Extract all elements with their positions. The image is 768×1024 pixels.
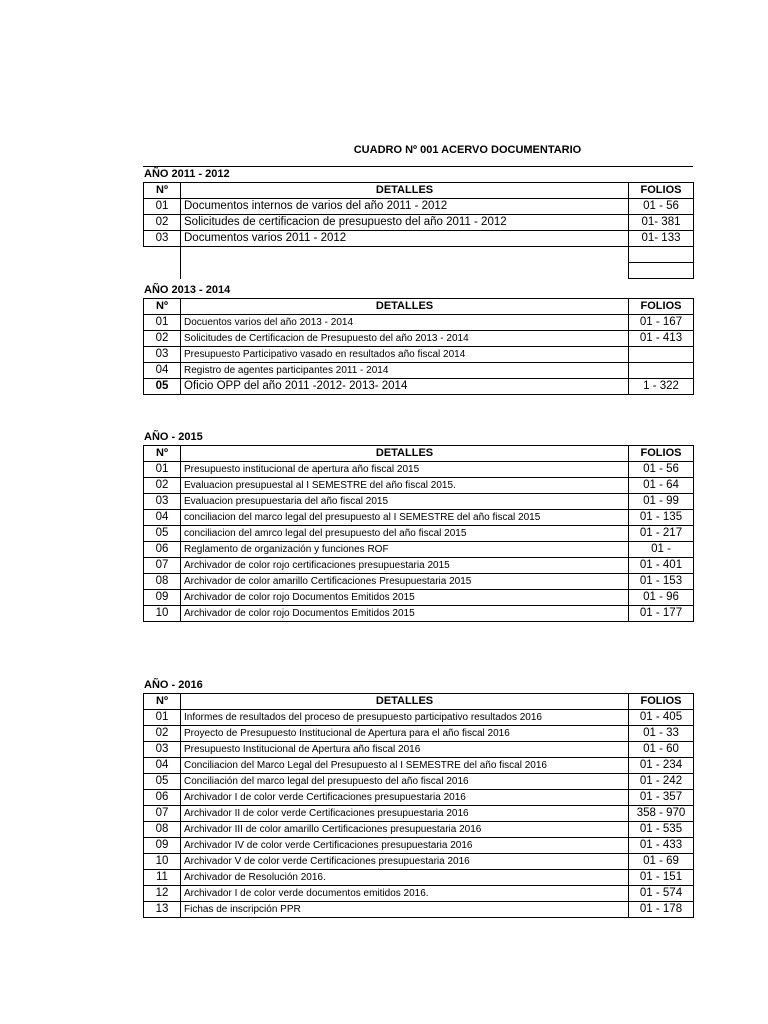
row-folios: 01 - 56 [629,199,694,215]
row-number: 01 [144,315,181,331]
row-details: Reglamento de organización y funciones ROF [181,542,629,558]
header-details: DETALLES [181,446,629,462]
table-row [144,510,694,526]
empty-row [144,247,694,263]
row-details: Documentos varios 2011 - 2012 [181,231,629,247]
row-number: 05 [144,774,181,790]
table-row [144,726,694,742]
table-row [144,606,694,622]
row-details: Archivador de color rojo Documentos Emitidos 2015 [181,606,629,622]
row-details: Archivador de color rojo certificaciones presupuestaria 2015 [181,558,629,574]
table-row [144,822,694,838]
row-folios: 01 - 151 [629,870,694,886]
table-header-row [144,446,694,462]
table-row [144,494,694,510]
row-number: 06 [144,790,181,806]
row-number: 05 [144,379,181,395]
row-details: Solicitudes de certificacion de presupuesto del año 2011 - 2012 [181,215,629,231]
table-row [144,774,694,790]
row-details: Registro de agentes participantes 2011 - 2014 [181,363,629,379]
row-details: Archivador IV de color verde Certificaciones presupuestaria 2016 [181,838,629,854]
table-header-row [144,183,694,199]
row-folios: 01- 381 [629,215,694,231]
row-details: Solicitudes de Certificacion de Presupuesto del año 2013 - 2014 [181,331,629,347]
row-details: Archivador de Resolución 2016. [181,870,629,886]
table-row [144,742,694,758]
row-folios: 01 - 33 [629,726,694,742]
row-number: 02 [144,726,181,742]
row-number: 04 [144,363,181,379]
row-details: Conciliacion del Marco Legal del Presupuesto al I SEMESTRE del año fiscal 2016 [181,758,629,774]
section-2015 [143,430,693,622]
row-folios: 01 - 177 [629,606,694,622]
row-folios: 01 - 178 [629,902,694,918]
row-folios [629,363,694,379]
row-details: Docuentos varios del año 2013 - 2014 [181,315,629,331]
table-row [144,902,694,918]
table-row [144,758,694,774]
table-row [144,478,694,494]
row-details: Presupuesto Participativo vasado en resultados año fiscal 2014 [181,347,629,363]
row-details: Archivador V de color verde Certificaciones presupuestaria 2016 [181,854,629,870]
section-2011-2012 [143,166,693,279]
row-number: 04 [144,758,181,774]
header-num: Nº [144,446,181,462]
header-folios: FOLIOS [629,299,694,315]
header-details: DETALLES [181,694,629,710]
row-number: 01 [144,199,181,215]
table-row [144,710,694,726]
table-row [144,379,694,395]
row-folios: 01 - 56 [629,462,694,478]
row-details: Fichas de inscripción PPR [181,902,629,918]
records-table [143,182,694,279]
row-folios: 01 - 135 [629,510,694,526]
row-details: conciliacion del marco legal del presupuesto al I SEMESTRE del año fiscal 2015 [181,510,629,526]
header-num: Nº [144,694,181,710]
row-number: 03 [144,742,181,758]
row-number: 10 [144,854,181,870]
header-folios: FOLIOS [629,183,694,199]
row-number: 02 [144,215,181,231]
records-table [143,693,694,918]
row-number: 05 [144,526,181,542]
section-label: AÑO - 2016 [144,679,203,691]
empty-row [144,263,694,279]
table-row [144,590,694,606]
header-details: DETALLES [181,183,629,199]
table-row [144,331,694,347]
row-details: Conciliación del marco legal del presupuesto del año fiscal 2016 [181,774,629,790]
row-number: 08 [144,822,181,838]
table-row [144,542,694,558]
table-row [144,558,694,574]
row-details: Presupuesto institucional de apertura año fiscal 2015 [181,462,629,478]
header-folios: FOLIOS [629,446,694,462]
row-details: Archivador de color rojo Documentos Emitidos 2015 [181,590,629,606]
table-row [144,806,694,822]
row-folios: 01 - 96 [629,590,694,606]
header-details: DETALLES [181,299,629,315]
table-row [144,790,694,806]
row-details: Archivador III de color amarillo Certificaciones presupuestaria 2016 [181,822,629,838]
header-folios: FOLIOS [629,694,694,710]
row-folios: 01 - 535 [629,822,694,838]
row-folios: 01 - 64 [629,478,694,494]
row-folios: 01 - 413 [629,331,694,347]
row-folios: 01 - 167 [629,315,694,331]
row-folios: 01 - 433 [629,838,694,854]
row-number: 10 [144,606,181,622]
section-label: AÑO 2013 - 2014 [144,284,231,296]
row-number: 03 [144,231,181,247]
section-label: AÑO 2011 - 2012 [143,166,693,182]
table-header-row [144,694,694,710]
section-label: AÑO - 2015 [144,431,203,443]
row-folios: 01 - 405 [629,710,694,726]
row-folios [629,347,694,363]
row-details: Evaluacion presupuestaria del año fiscal 2015 [181,494,629,510]
row-details: conciliacion del amrco legal del presupuesto del año fiscal 2015 [181,526,629,542]
table-header-row [144,299,694,315]
row-number: 12 [144,886,181,902]
row-folios: 01 - [629,542,694,558]
row-details: Proyecto de Presupuesto Institucional de Apertura para el año fiscal 2016 [181,726,629,742]
row-number: 13 [144,902,181,918]
header-num: Nº [144,299,181,315]
table-row [144,838,694,854]
table-row [144,886,694,902]
table-row [144,347,694,363]
row-folios: 01 - 217 [629,526,694,542]
row-number: 03 [144,347,181,363]
row-details: Evaluacion presupuestal al I SEMESTRE del año fiscal 2015. [181,478,629,494]
row-folios: 01 - 357 [629,790,694,806]
table-row [144,462,694,478]
row-number: 07 [144,806,181,822]
table-row [144,854,694,870]
section-2016 [143,678,693,918]
section-2013-2014 [143,283,693,395]
header-num: Nº [144,183,181,199]
row-details: Archivador I de color verde documentos emitidos 2016. [181,886,629,902]
row-number: 01 [144,462,181,478]
row-folios: 01- 133 [629,231,694,247]
row-number: 08 [144,574,181,590]
table-row [144,199,694,215]
row-folios: 01 - 242 [629,774,694,790]
row-folios: 01 - 234 [629,758,694,774]
row-number: 09 [144,590,181,606]
row-folios: 358 - 970 [629,806,694,822]
row-folios: 01 - 401 [629,558,694,574]
row-number: 01 [144,710,181,726]
table-row [144,215,694,231]
records-table [143,298,694,395]
row-number: 06 [144,542,181,558]
row-details: Documentos internos de varios del año 2011 - 2012 [181,199,629,215]
row-number: 11 [144,870,181,886]
row-details: Oficio OPP del año 2011 -2012- 2013- 2014 [181,379,629,395]
row-details: Archivador I de color verde Certificaciones presupuestaria 2016 [181,790,629,806]
row-details: Archivador de color amarillo Certificaciones Presupuestaria 2015 [181,574,629,590]
row-number: 07 [144,558,181,574]
row-details: Informes de resultados del proceso de presupuesto participativo resultados 2016 [181,710,629,726]
row-details: Archivador II de color verde Certificaciones presupuestaria 2016 [181,806,629,822]
row-folios: 1 - 322 [629,379,694,395]
table-row [144,231,694,247]
table-row [144,574,694,590]
table-row [144,870,694,886]
row-folios: 01 - 69 [629,854,694,870]
row-folios: 01 - 153 [629,574,694,590]
row-number: 02 [144,478,181,494]
table-row [144,315,694,331]
row-folios: 01 - 574 [629,886,694,902]
records-table [143,445,694,622]
row-folios: 01 - 99 [629,494,694,510]
document-title: CUADRO Nº 001 ACERVO DOCUMENTARIO [353,144,582,156]
row-number: 02 [144,331,181,347]
row-number: 03 [144,494,181,510]
row-number: 09 [144,838,181,854]
row-folios: 01 - 60 [629,742,694,758]
row-number: 04 [144,510,181,526]
table-row [144,363,694,379]
row-details: Presupuesto Institucional de Apertura año fiscal 2016 [181,742,629,758]
table-row [144,526,694,542]
